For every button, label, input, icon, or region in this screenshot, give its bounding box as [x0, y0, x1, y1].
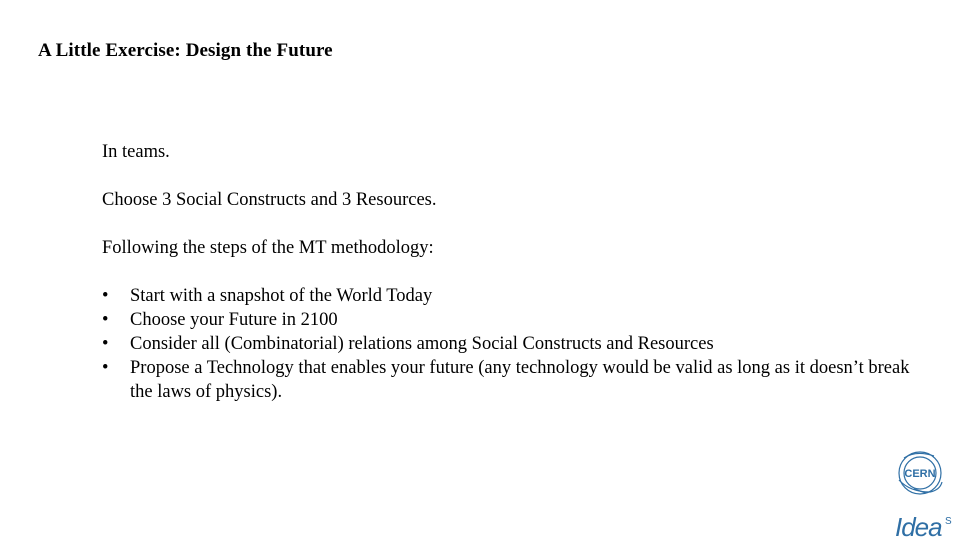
paragraph-choose: Choose 3 Social Constructs and 3 Resources. — [102, 190, 437, 210]
bullet-text: Propose a Technology that enables your future (any technology would be valid as long as it doesn’t break the laws of physics). — [130, 358, 910, 402]
bullet-icon: • — [102, 310, 109, 330]
paragraph-steps: Following the steps of the MT methodology: — [102, 238, 434, 258]
slide-body — [102, 140, 912, 404]
bullet-text: Consider all (Combinatorial) relations among Social Constructs and Resources — [130, 334, 714, 354]
cern-logo-text: CERN — [904, 468, 936, 480]
bullet-item — [102, 308, 912, 332]
bullet-icon: • — [102, 358, 109, 378]
ideas-logo-text: Idea — [895, 512, 942, 538]
bullet-text: Choose your Future in 2100 — [130, 310, 338, 330]
bullet-list — [102, 284, 912, 404]
bullet-icon: • — [102, 286, 109, 306]
bullet-item — [102, 284, 912, 308]
ideas-logo-superscript: S — [945, 516, 952, 527]
slide-title: A Little Exercise: Design the Future — [38, 40, 333, 61]
bullet-text: Start with a snapshot of the World Today — [130, 286, 433, 306]
bullet-item — [102, 356, 912, 404]
bullet-icon: • — [102, 334, 109, 354]
paragraph-teams: In teams. — [102, 142, 170, 162]
bullet-item — [102, 332, 912, 356]
cern-ideas-logo — [890, 446, 956, 538]
